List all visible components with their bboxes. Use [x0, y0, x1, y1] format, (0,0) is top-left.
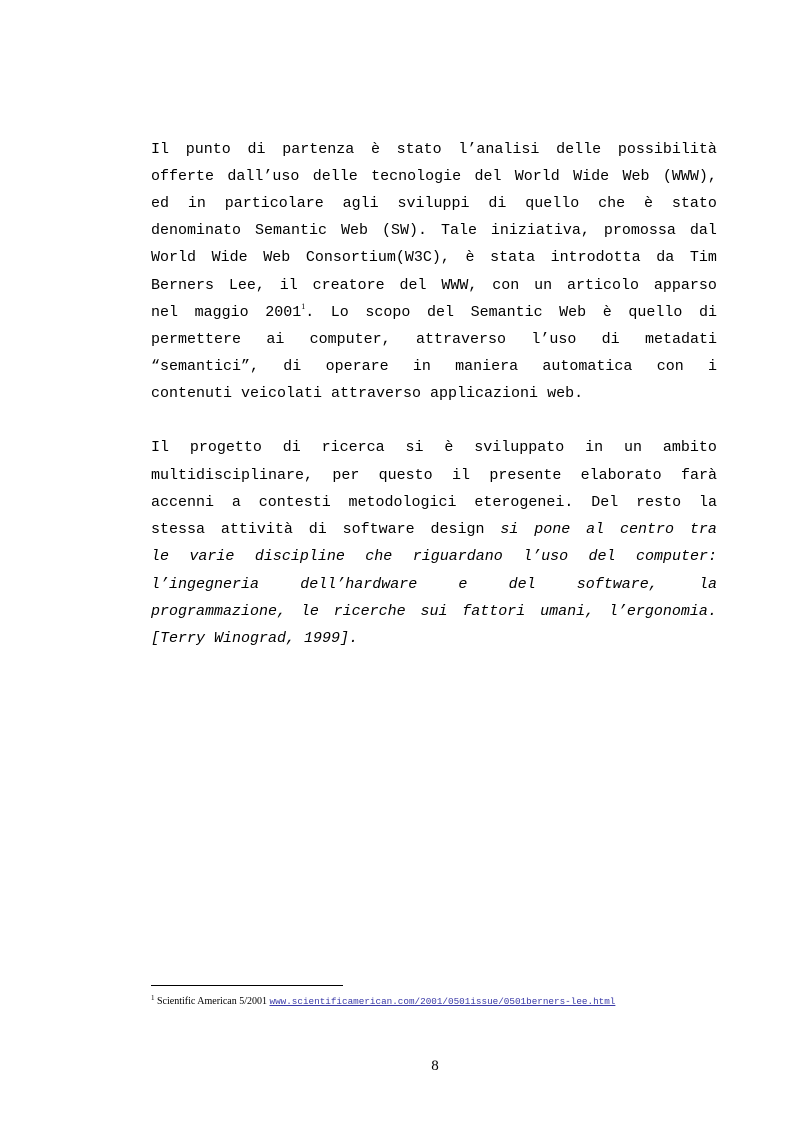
word: di	[247, 141, 266, 158]
p1-line-7-word: del	[426, 304, 454, 321]
word: in	[187, 195, 206, 212]
p1-line-5	[151, 248, 717, 268]
word: ricerca	[321, 439, 385, 456]
p1-line-7-word: di	[698, 304, 717, 321]
word: discipline	[254, 548, 345, 565]
word: ai	[266, 331, 285, 348]
p1-line-10: contenuti veicolati attraverso applicazioni web.	[151, 385, 584, 402]
word: di	[283, 358, 302, 375]
p1-line-7-year	[265, 303, 314, 323]
italic-word: centro	[620, 521, 675, 538]
word: multidisciplinare,	[151, 467, 314, 484]
word: (SW).	[381, 222, 427, 239]
word: in	[585, 439, 604, 456]
word: è	[444, 439, 454, 456]
word: World	[151, 249, 197, 266]
p1-line-3	[151, 194, 717, 214]
word: World	[514, 168, 560, 185]
p1-line-4	[151, 221, 717, 241]
word: si	[405, 439, 424, 456]
word: Semantic	[254, 222, 327, 239]
word: Il	[151, 141, 170, 158]
word: farà	[680, 467, 717, 484]
word: l’ingegneria	[151, 576, 260, 593]
p1-line-7-word: Web	[559, 304, 587, 321]
word: Wide	[573, 168, 610, 185]
word: Web	[340, 222, 368, 239]
footnote	[151, 994, 751, 1012]
word: sui	[420, 603, 448, 620]
word: “semantici”,	[151, 358, 260, 375]
word: possibilità	[617, 141, 717, 158]
italic-word: si	[500, 521, 519, 538]
p2-line-4	[151, 520, 717, 540]
p2-line-5	[151, 547, 717, 567]
word: partenza	[282, 141, 355, 158]
word: denominato	[151, 222, 242, 239]
word: design	[430, 521, 485, 538]
word: la	[698, 576, 717, 593]
italic-word: tra	[689, 521, 717, 538]
word: quello	[525, 195, 580, 212]
p1-line-8	[151, 330, 717, 350]
word: a	[231, 494, 241, 511]
word: Web	[622, 168, 650, 185]
word: i	[707, 358, 717, 375]
word: è	[370, 141, 380, 158]
word: sviluppato	[474, 439, 565, 456]
word: software	[342, 521, 415, 538]
word: le	[151, 548, 170, 565]
footnote-number: 1	[151, 994, 155, 1002]
footnote-text: Scientific American 5/2001	[157, 996, 267, 1007]
footnote-separator	[151, 985, 343, 986]
p1-line-7-word: Lo	[330, 304, 349, 321]
word: è	[644, 195, 654, 212]
word: l’ergonomia.	[608, 603, 717, 620]
word: tecnologie	[371, 168, 462, 185]
word: creatore	[312, 277, 385, 294]
word: stato	[396, 141, 442, 158]
year-text: 2001	[265, 304, 302, 321]
word: contesti	[258, 494, 331, 511]
word: di	[282, 439, 301, 456]
word: l’uso	[523, 548, 569, 565]
word: la	[698, 494, 717, 511]
word: attività	[220, 521, 293, 538]
word: Consortium(W3C),	[305, 249, 450, 266]
word: Tale	[440, 222, 477, 239]
p1-line-1	[151, 140, 717, 160]
word: Web	[263, 249, 291, 266]
word: dall’uso	[227, 168, 300, 185]
word: programmazione,	[151, 603, 287, 620]
word: agli	[342, 195, 379, 212]
word: delle	[312, 168, 358, 185]
word: introdotta	[550, 249, 641, 266]
word: che	[365, 548, 393, 565]
word: computer,	[309, 331, 391, 348]
word: presente	[489, 467, 562, 484]
word: punto	[185, 141, 231, 158]
word: iniziativa,	[490, 222, 590, 239]
word: il	[279, 277, 298, 294]
word: fattori	[462, 603, 526, 620]
word: del	[399, 277, 427, 294]
word: WWW,	[441, 277, 478, 294]
word: il	[452, 467, 471, 484]
word: del	[588, 548, 616, 565]
word: l’uso	[531, 331, 577, 348]
word: permettere	[151, 331, 242, 348]
p1-line-7-word: quello	[628, 304, 683, 321]
word: l’analisi	[458, 141, 540, 158]
word: attraverso	[415, 331, 506, 348]
word: le	[300, 603, 319, 620]
p2-line-1	[151, 438, 717, 458]
word: operare	[325, 358, 389, 375]
word: riguardano	[412, 548, 503, 565]
word: metodologici	[348, 494, 457, 511]
p2-line-3	[151, 493, 717, 513]
word: ed	[151, 195, 170, 212]
word: e	[458, 576, 468, 593]
word: automatica	[542, 358, 633, 375]
page-number: 8	[431, 1058, 439, 1074]
p1-line-9	[151, 357, 717, 377]
word: Lee,	[228, 277, 265, 294]
word: di	[601, 331, 620, 348]
word: umani,	[540, 603, 595, 620]
word: ambito	[662, 439, 717, 456]
word: (WWW),	[662, 168, 717, 185]
word: questo	[378, 467, 433, 484]
word: con	[656, 358, 684, 375]
p1-line-7	[151, 303, 717, 323]
word: Berners	[151, 277, 215, 294]
word: Il	[151, 439, 170, 456]
word: un	[534, 277, 553, 294]
word: dal	[689, 222, 717, 239]
word: Tim	[689, 249, 717, 266]
word: dell’hardware	[300, 576, 418, 593]
word: progetto	[189, 439, 262, 456]
p1-line-7-word: Semantic	[470, 304, 543, 321]
word: accenni	[151, 494, 215, 511]
p2-line-6	[151, 575, 717, 595]
word: che	[598, 195, 626, 212]
word: ricerche	[333, 603, 406, 620]
word: con	[492, 277, 520, 294]
word: Wide	[211, 249, 248, 266]
word: da	[656, 249, 675, 266]
word: elaborato	[580, 467, 662, 484]
footnote-reference[interactable]: 1	[301, 302, 306, 311]
footnote-link[interactable]: www.scientificamerican.com/2001/0501issue/0501berners-lee.html	[269, 996, 616, 1007]
word: in	[412, 358, 431, 375]
word: delle	[556, 141, 602, 158]
word: offerte	[151, 168, 215, 185]
word: un	[624, 439, 643, 456]
word: particolare	[224, 195, 324, 212]
word: stessa	[151, 521, 206, 538]
word: stata	[490, 249, 536, 266]
word: per	[332, 467, 360, 484]
word: di	[488, 195, 507, 212]
p1-line-6	[151, 276, 717, 296]
p1-line-7-word: scopo	[365, 304, 411, 321]
word: sviluppi	[397, 195, 470, 212]
word: software,	[576, 576, 658, 593]
word: eterogenei.	[474, 494, 574, 511]
p2-line-2	[151, 466, 717, 486]
word: metadati	[644, 331, 717, 348]
p1-line-7-word: maggio	[194, 304, 249, 321]
p2-line-7	[151, 602, 717, 622]
italic-word: pone	[534, 521, 571, 538]
p2-line-8: [Terry Winograd, 1999].	[151, 630, 359, 647]
italic-word: al	[586, 521, 605, 538]
word: varie	[189, 548, 235, 565]
p1-line-2	[151, 167, 717, 187]
p1-line-7-word: è	[602, 304, 612, 321]
word: apparso	[653, 277, 717, 294]
period: .	[305, 304, 315, 321]
word: di	[308, 521, 327, 538]
word: stato	[671, 195, 717, 212]
word: computer:	[635, 548, 717, 565]
word: Del	[591, 494, 619, 511]
word: del	[508, 576, 536, 593]
p1-line-7-word: nel	[151, 304, 179, 321]
word: articolo	[567, 277, 640, 294]
word: resto	[636, 494, 682, 511]
word: del	[474, 168, 502, 185]
word: è	[465, 249, 475, 266]
word: promossa	[603, 222, 676, 239]
word: maniera	[455, 358, 519, 375]
